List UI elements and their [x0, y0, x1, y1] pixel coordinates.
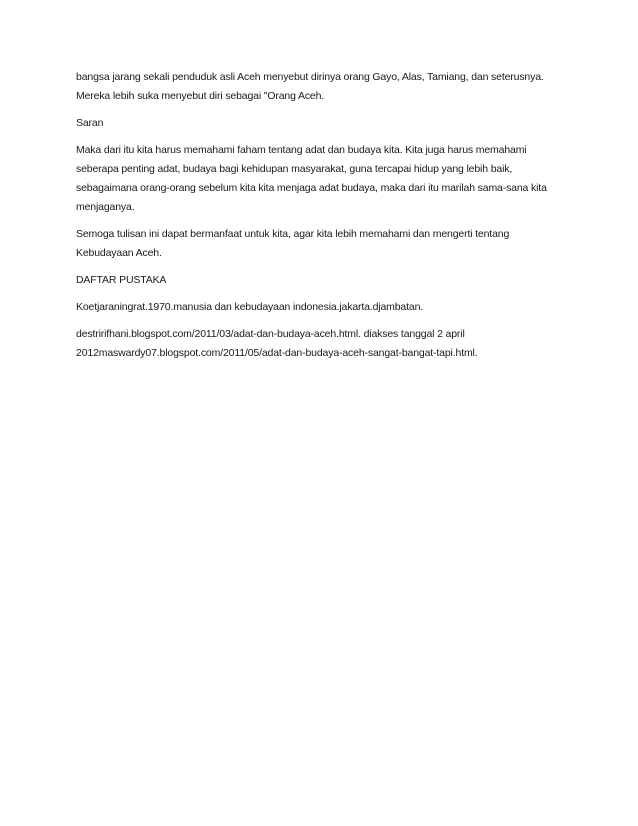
text-line: bangsa jarang sekali penduduk asli Aceh menyebut dirinya orang Gayo, Alas, Tamiang, dan seterusnya.	[76, 71, 544, 83]
reference-line: Koetjaraningrat.1970.manusia dan kebudayaan indonesia.jakarta.djambatan.	[76, 301, 424, 313]
reference-line: destririfhani.blogspot.com/2011/03/adat-dan-budaya-aceh.html. diakses tanggal 2 april	[76, 328, 465, 340]
heading-text: Saran	[76, 117, 104, 129]
intro-paragraph	[76, 68, 576, 106]
text-line: Mereka lebih suka menyebut diri sebagai "Orang Aceh.	[76, 90, 325, 102]
text-line: seberapa penting adat, budaya bagi kehidupan masyarakat, guna tercapai hidup yang lebih baik,	[76, 163, 513, 175]
text-line: sebagaimana orang-orang sebelum kita kita menjaga adat budaya, maka dari itu marilah sama-sana kita	[76, 182, 547, 194]
saran-paragraph	[76, 141, 576, 217]
reference-item	[76, 298, 576, 317]
text-line: Semoga tulisan ini dapat bermanfaat untuk kita, agar kita lebih memahami dan mengerti tentang	[76, 228, 510, 240]
text-line: Maka dari itu kita harus memahami faham tentang adat dan budaya kita. Kita juga harus memahami	[76, 144, 527, 156]
text-line: menjaganya.	[76, 201, 135, 213]
reference-line: 2012maswardy07.blogspot.com/2011/05/adat-dan-budaya-aceh-sangat-bangat-tapi.html.	[76, 347, 478, 359]
heading-text: DAFTAR PUSTAKA	[76, 274, 167, 286]
bibliography-heading	[76, 271, 576, 290]
reference-item	[76, 325, 576, 363]
closing-paragraph	[76, 225, 576, 263]
text-line: Kebudayaan Aceh.	[76, 247, 162, 259]
saran-heading	[76, 114, 576, 133]
document-page	[76, 68, 576, 371]
